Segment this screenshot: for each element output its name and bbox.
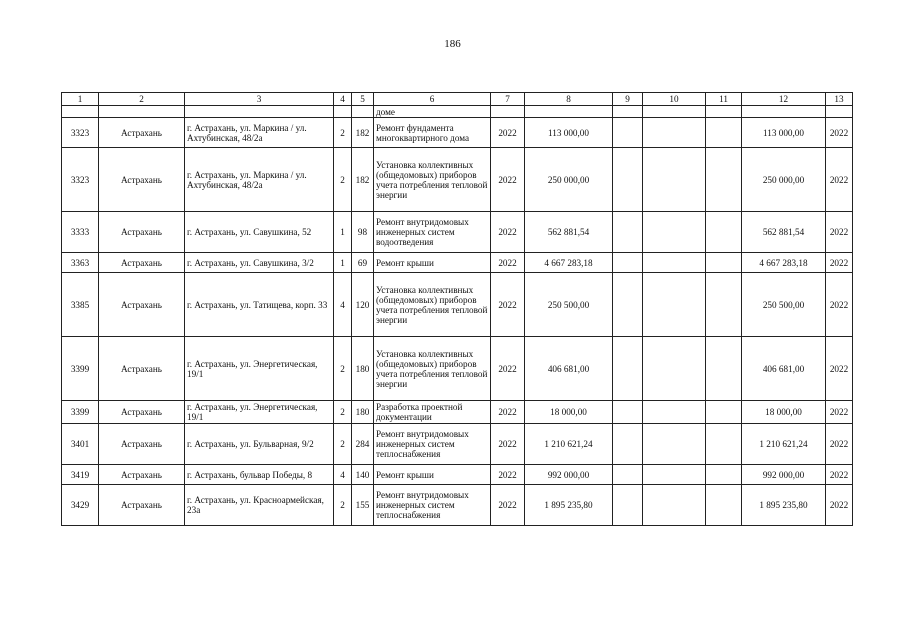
- year: 2022: [491, 465, 525, 485]
- year: 2022: [491, 273, 525, 337]
- completion-year: 2022: [826, 485, 853, 526]
- column-11-value: [706, 424, 742, 465]
- column-number-row: [62, 93, 853, 106]
- municipality: Астрахань: [99, 424, 185, 465]
- work-type: Разработка проектной документации: [374, 401, 491, 424]
- column-10-value: [643, 118, 706, 148]
- carryover-row: [62, 106, 853, 118]
- apartments-count: 180: [352, 337, 374, 401]
- table-row: [62, 485, 853, 526]
- apartments-count: 120: [352, 273, 374, 337]
- fund-cost: 250 500,00: [742, 273, 826, 337]
- total-cost: 250 000,00: [525, 148, 613, 212]
- fund-cost: 18 000,00: [742, 401, 826, 424]
- entrances-count: 2: [334, 424, 352, 465]
- entrances-count: 2: [334, 337, 352, 401]
- column-11-value: [706, 253, 742, 273]
- column-number: 8: [525, 93, 613, 106]
- column-number: 7: [491, 93, 525, 106]
- column-11-value: [706, 465, 742, 485]
- completion-year: 2022: [826, 401, 853, 424]
- column-10-value: [643, 424, 706, 465]
- fund-cost: 406 681,00: [742, 337, 826, 401]
- empty-cell: [643, 106, 706, 118]
- column-11-value: [706, 337, 742, 401]
- municipality: Астрахань: [99, 148, 185, 212]
- table-row: [62, 253, 853, 273]
- apartments-count: 155: [352, 485, 374, 526]
- year: 2022: [491, 424, 525, 465]
- column-9-value: [613, 401, 643, 424]
- repair-registry-table: [61, 92, 853, 526]
- column-number: 10: [643, 93, 706, 106]
- column-number: 1: [62, 93, 99, 106]
- year: 2022: [491, 212, 525, 253]
- entrances-count: 4: [334, 273, 352, 337]
- empty-cell: [706, 106, 742, 118]
- column-9-value: [613, 485, 643, 526]
- completion-year: 2022: [826, 273, 853, 337]
- column-10-value: [643, 401, 706, 424]
- column-9-value: [613, 424, 643, 465]
- row-number: 3401: [62, 424, 99, 465]
- column-9-value: [613, 212, 643, 253]
- column-11-value: [706, 485, 742, 526]
- apartments-count: 284: [352, 424, 374, 465]
- column-number: 4: [334, 93, 352, 106]
- completion-year: 2022: [826, 212, 853, 253]
- apartments-count: 69: [352, 253, 374, 273]
- total-cost: 562 881,54: [525, 212, 613, 253]
- work-type: Установка коллективных (общедомовых) приборов учета потребления тепловой энергии: [374, 273, 491, 337]
- column-number: 12: [742, 93, 826, 106]
- work-type: Ремонт крыши: [374, 253, 491, 273]
- fund-cost: 250 000,00: [742, 148, 826, 212]
- entrances-count: 2: [334, 118, 352, 148]
- row-number: 3363: [62, 253, 99, 273]
- column-number: 11: [706, 93, 742, 106]
- entrances-count: 2: [334, 401, 352, 424]
- fund-cost: 992 000,00: [742, 465, 826, 485]
- municipality: Астрахань: [99, 337, 185, 401]
- row-number: 3399: [62, 337, 99, 401]
- table-row: [62, 212, 853, 253]
- row-number: 3429: [62, 485, 99, 526]
- entrances-count: 4: [334, 465, 352, 485]
- address: г. Астрахань, ул. Энергетическая, 19/1: [185, 337, 334, 401]
- column-9-value: [613, 337, 643, 401]
- empty-cell: [99, 106, 185, 118]
- fund-cost: 1 210 621,24: [742, 424, 826, 465]
- year: 2022: [491, 485, 525, 526]
- work-type: Ремонт внутридомовых инженерных систем водоотведения: [374, 212, 491, 253]
- completion-year: 2022: [826, 465, 853, 485]
- address: г. Астрахань, ул. Красноармейская, 23а: [185, 485, 334, 526]
- address: г. Астрахань, ул. Савушкина, 52: [185, 212, 334, 253]
- address: г. Астрахань, бульвар Победы, 8: [185, 465, 334, 485]
- municipality: Астрахань: [99, 212, 185, 253]
- total-cost: 4 667 283,18: [525, 253, 613, 273]
- empty-cell: [334, 106, 352, 118]
- row-number: 3385: [62, 273, 99, 337]
- empty-cell: [525, 106, 613, 118]
- municipality: Астрахань: [99, 401, 185, 424]
- column-10-value: [643, 465, 706, 485]
- column-11-value: [706, 148, 742, 212]
- entrances-count: 1: [334, 212, 352, 253]
- table-row: [62, 465, 853, 485]
- empty-cell: [62, 106, 99, 118]
- completion-year: 2022: [826, 253, 853, 273]
- total-cost: 1 895 235,80: [525, 485, 613, 526]
- column-9-value: [613, 118, 643, 148]
- year: 2022: [491, 148, 525, 212]
- apartments-count: 140: [352, 465, 374, 485]
- column-10-value: [643, 253, 706, 273]
- address: г. Астрахань, ул. Татищева, корп. 33: [185, 273, 334, 337]
- work-type: Установка коллективных (общедомовых) приборов учета потребления тепловой энергии: [374, 337, 491, 401]
- work-type: Ремонт фундамента многоквартирного дома: [374, 118, 491, 148]
- empty-cell: [742, 106, 826, 118]
- work-type: Ремонт крыши: [374, 465, 491, 485]
- year: 2022: [491, 401, 525, 424]
- column-9-value: [613, 465, 643, 485]
- row-number: 3323: [62, 118, 99, 148]
- completion-year: 2022: [826, 118, 853, 148]
- year: 2022: [491, 118, 525, 148]
- apartments-count: 182: [352, 118, 374, 148]
- column-number: 5: [352, 93, 374, 106]
- column-number: 3: [185, 93, 334, 106]
- total-cost: 1 210 621,24: [525, 424, 613, 465]
- empty-cell: [613, 106, 643, 118]
- table-row: [62, 273, 853, 337]
- column-11-value: [706, 212, 742, 253]
- page-number: 186: [444, 38, 461, 50]
- column-10-value: [643, 337, 706, 401]
- work-type: Установка коллективных (общедомовых) приборов учета потребления тепловой энергии: [374, 148, 491, 212]
- completion-year: 2022: [826, 337, 853, 401]
- municipality: Астрахань: [99, 485, 185, 526]
- entrances-count: 2: [334, 148, 352, 212]
- column-number: 2: [99, 93, 185, 106]
- fund-cost: 1 895 235,80: [742, 485, 826, 526]
- municipality: Астрахань: [99, 465, 185, 485]
- table-row: [62, 424, 853, 465]
- apartments-count: 98: [352, 212, 374, 253]
- fund-cost: 4 667 283,18: [742, 253, 826, 273]
- column-number: 13: [826, 93, 853, 106]
- empty-cell: [826, 106, 853, 118]
- table-body: [62, 93, 853, 526]
- column-10-value: [643, 212, 706, 253]
- total-cost: 18 000,00: [525, 401, 613, 424]
- column-11-value: [706, 118, 742, 148]
- entrances-count: 2: [334, 485, 352, 526]
- address: г. Астрахань, ул. Маркина / ул. Ахтубинская, 48/2а: [185, 118, 334, 148]
- column-number: 6: [374, 93, 491, 106]
- empty-cell: [491, 106, 525, 118]
- municipality: Астрахань: [99, 253, 185, 273]
- address: г. Астрахань, ул. Бульварная, 9/2: [185, 424, 334, 465]
- row-number: 3399: [62, 401, 99, 424]
- year: 2022: [491, 253, 525, 273]
- completion-year: 2022: [826, 148, 853, 212]
- table-row: [62, 118, 853, 148]
- row-number: 3323: [62, 148, 99, 212]
- column-9-value: [613, 273, 643, 337]
- column-11-value: [706, 401, 742, 424]
- address: г. Астрахань, ул. Савушкина, 3/2: [185, 253, 334, 273]
- table-row: [62, 148, 853, 212]
- row-number: 3419: [62, 465, 99, 485]
- work-type: Ремонт внутридомовых инженерных систем теплоснабжения: [374, 485, 491, 526]
- empty-cell: [352, 106, 374, 118]
- row-number: 3333: [62, 212, 99, 253]
- column-9-value: [613, 148, 643, 212]
- total-cost: 250 500,00: [525, 273, 613, 337]
- column-10-value: [643, 148, 706, 212]
- column-number: 9: [613, 93, 643, 106]
- completion-year: 2022: [826, 424, 853, 465]
- apartments-count: 182: [352, 148, 374, 212]
- fund-cost: 562 881,54: [742, 212, 826, 253]
- carryover-work-type: доме: [374, 106, 491, 118]
- table-row: [62, 401, 853, 424]
- column-9-value: [613, 253, 643, 273]
- address: г. Астрахань, ул. Маркина / ул. Ахтубинская, 48/2а: [185, 148, 334, 212]
- table-row: [62, 337, 853, 401]
- municipality: Астрахань: [99, 273, 185, 337]
- entrances-count: 1: [334, 253, 352, 273]
- municipality: Астрахань: [99, 118, 185, 148]
- total-cost: 113 000,00: [525, 118, 613, 148]
- empty-cell: [185, 106, 334, 118]
- column-10-value: [643, 485, 706, 526]
- apartments-count: 180: [352, 401, 374, 424]
- total-cost: 992 000,00: [525, 465, 613, 485]
- fund-cost: 113 000,00: [742, 118, 826, 148]
- total-cost: 406 681,00: [525, 337, 613, 401]
- column-10-value: [643, 273, 706, 337]
- address: г. Астрахань, ул. Энергетическая, 19/1: [185, 401, 334, 424]
- year: 2022: [491, 337, 525, 401]
- work-type: Ремонт внутридомовых инженерных систем теплоснабжения: [374, 424, 491, 465]
- column-11-value: [706, 273, 742, 337]
